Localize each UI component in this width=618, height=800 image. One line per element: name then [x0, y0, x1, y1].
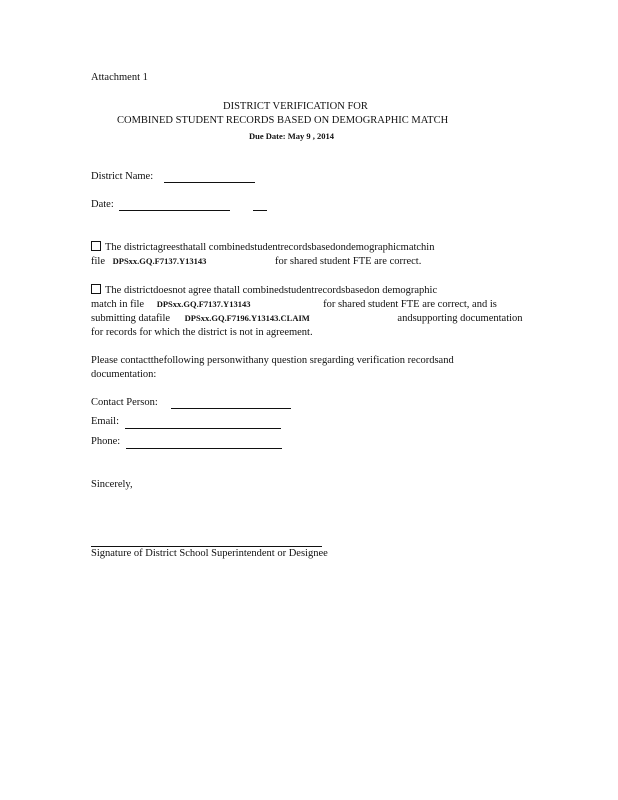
- option-agree-line2: [91, 256, 421, 267]
- option-agree-line1: [91, 241, 434, 253]
- phone-label: Phone:: [91, 436, 121, 447]
- email-label: Email:: [91, 416, 119, 427]
- option-disagree-text: The districtdoesnot agree thatall combinedstudentrecordsbasedon demographic: [105, 285, 438, 296]
- signature-line[interactable]: [91, 546, 322, 547]
- header-title-line1: DISTRICT VERIFICATION FOR: [223, 101, 368, 112]
- closing-sincerely: Sincerely,: [91, 479, 133, 490]
- agree-filename: DPSxx.GQ.F7137.Y13143: [112, 256, 207, 266]
- agree-text-rest: for shared student FTE are correct.: [275, 256, 422, 267]
- contact-person-line[interactable]: [171, 408, 291, 409]
- option-disagree-line2: [91, 299, 497, 310]
- submitting-datafile: submitting datafile: [91, 313, 171, 324]
- option-disagree-line4: for records for which the district is not in agreement.: [91, 327, 313, 338]
- contact-person-label: Contact Person:: [91, 397, 158, 408]
- claim-filename: DPSxx.GQ.F7196.Y13143.CLAIM: [184, 313, 310, 323]
- phone-line[interactable]: [126, 448, 282, 449]
- date-label: Date:: [91, 199, 114, 210]
- option-agree-text: The districtagreesthatall combinedstudentrecordsbasedondemographicmatchin: [105, 242, 435, 253]
- attachment-label: Attachment 1: [91, 72, 148, 83]
- disagree-text-rest: for shared student FTE are correct, and is: [323, 299, 497, 310]
- option-disagree-line3: [91, 313, 523, 324]
- signature-caption: Signature of District School Superintendent or Designee: [91, 548, 328, 559]
- date-line-short: [253, 210, 267, 211]
- supporting-docs-text: andsupporting documentation: [397, 313, 523, 324]
- agree-checkbox[interactable]: [91, 241, 101, 251]
- email-line[interactable]: [125, 428, 281, 429]
- disagree-filename: DPSxx.GQ.F7137.Y13143: [156, 299, 251, 309]
- due-date: Due Date: May 9 , 2014: [249, 131, 334, 141]
- contact-paragraph-line1: Please contactthefollowing personwithany question sregarding verification recordsand: [91, 355, 454, 366]
- header-title-line2: COMBINED STUDENT RECORDS BASED ON DEMOGRAPHIC MATCH: [117, 115, 449, 126]
- disagree-checkbox[interactable]: [91, 284, 101, 294]
- option-disagree-line1: [91, 284, 437, 296]
- date-line[interactable]: [119, 210, 230, 211]
- match-in-file: match in file: [91, 299, 145, 310]
- district-name-line[interactable]: [164, 182, 255, 183]
- district-name-label: District Name:: [91, 171, 154, 182]
- file-word: file: [91, 256, 105, 267]
- contact-paragraph-line2: documentation:: [91, 369, 157, 380]
